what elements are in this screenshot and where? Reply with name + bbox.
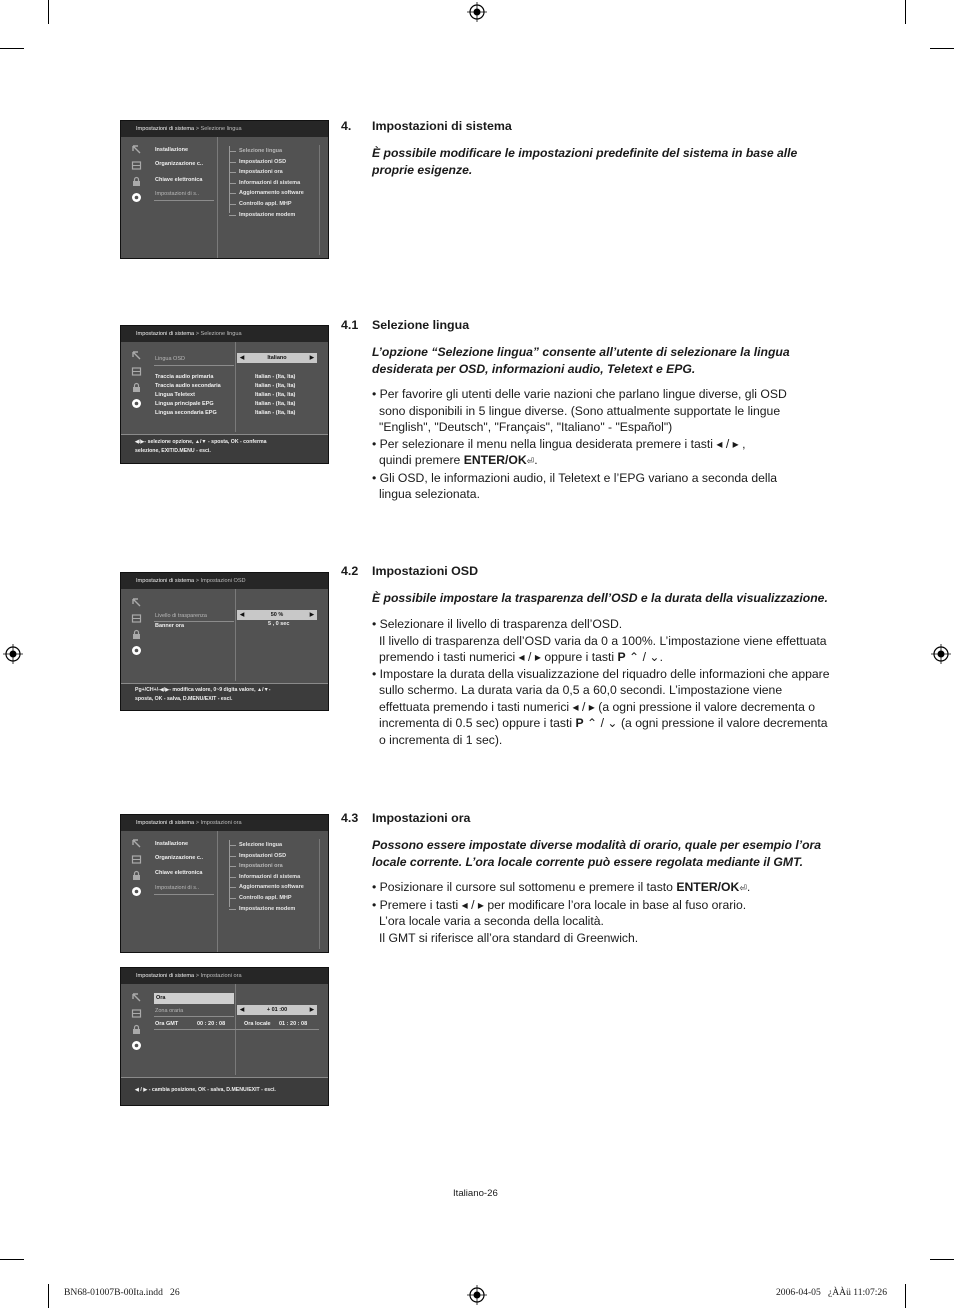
crop-mark (48, 1284, 49, 1308)
arrow-right-icon[interactable]: ▶ (309, 1007, 314, 1013)
zona-oraria-selector[interactable] (237, 1005, 317, 1015)
option-row-label[interactable]: Traccia audio primaria (155, 374, 214, 380)
channel-arrange-icon (131, 366, 142, 377)
gmt-value: 00 : 20 : 08 (197, 1021, 226, 1027)
crop-mark (0, 1259, 24, 1260)
bullet: • Per favorire gli utenti delle varie nazioni che parlano lingue diverse, gli OSD sono disponibili in 5 lingue diverse. (Sono attualmente supportate le lingue "English", "Deutsch", "Français", "Italiano" - "Español") (372, 387, 787, 434)
bullet: • Gli OSD, le informazioni audio, il Teletext e l’EPG variano a seconda della lingua selezionata. (372, 470, 778, 501)
osd-header-sep: > (194, 578, 201, 584)
option-row-value: Italian - (Ita, Ita) (255, 392, 296, 398)
gear-icon (131, 398, 142, 409)
arrow-left-icon[interactable]: ◀ (240, 355, 245, 361)
submenu-tree (225, 146, 304, 220)
option-banner-ora[interactable]: Banner ora (155, 623, 185, 629)
osd-screen-system-settings-ora (120, 814, 329, 953)
antenna-icon (131, 597, 142, 608)
text: • Posizionare il cursore sul sottomenu e premere il tasto (372, 880, 673, 894)
osd-icon-column (131, 350, 143, 414)
submenu-item[interactable]: Impostazione modem (225, 904, 304, 915)
column-divider (217, 137, 218, 258)
submenu-item[interactable]: Informazioni di sistema (225, 872, 304, 883)
section-4-intro: È possibile modificare le impostazioni predefinite del sistema in base alle proprie esigenze. (372, 146, 798, 177)
selection-underline (154, 894, 214, 895)
osd-screen-system-settings (120, 120, 329, 259)
option-row-label[interactable]: Lingua Teletext (155, 392, 195, 398)
section-41-number: 4.1 (341, 318, 359, 332)
bullet: • Posizionare il cursore sul sottomenu e premere il tasto ENTER/OK⏎. (372, 880, 751, 894)
right-margin-divider (319, 839, 320, 949)
option-zona-oraria[interactable]: Zona oraria (155, 1008, 184, 1014)
p-key-label: P (575, 716, 584, 730)
osd-icon-column (131, 144, 143, 208)
option-row-value: Italian - (Ita, Ita) (255, 374, 296, 380)
submenu-item[interactable]: Impostazione modem (225, 210, 304, 221)
channel-arrange-icon (131, 854, 142, 865)
slug-date: 2006-04-05 ¿ÀÀü 11:07:26 (776, 1287, 888, 1298)
submenu-item[interactable]: Controllo appl. MHP (225, 199, 304, 210)
channel-arrange-icon (131, 1008, 142, 1019)
bullet-continued: quindi premere ENTER/OK⏎. (379, 453, 538, 467)
osd-header-sep: > (194, 331, 201, 337)
option-row-value: Italian - (Ita, Ita) (255, 401, 296, 407)
p-key-label: P (617, 650, 626, 664)
osd-icon-column (131, 992, 143, 1056)
antenna-icon (131, 992, 142, 1003)
osd-header-main: Impostazioni di sistema (136, 331, 195, 337)
text: quindi premere (379, 453, 461, 467)
section-43-number: 4.3 (341, 811, 359, 825)
osd-header-sep: > (194, 973, 201, 979)
lock-icon (131, 629, 142, 640)
osd-header-main: Impostazioni di sistema (136, 126, 195, 132)
column-divider (235, 342, 236, 432)
section-41-title: Selezione lingua (372, 318, 470, 332)
section-43-bullets (372, 879, 832, 946)
bullet-continued: L’ora locale varia a seconda della località. (379, 914, 604, 928)
osd-header (121, 121, 328, 137)
bullet-continued (372, 633, 832, 666)
banner-ora-value: 5 , 0 sec (268, 621, 290, 627)
bullet-continued: Il GMT si riferisce all’ora standard di Greenwich. (379, 930, 639, 945)
antenna-icon (131, 838, 142, 849)
submenu-item[interactable]: Aggiornamento software (225, 188, 304, 199)
menu-item-impostazioni-sistema[interactable]: Impostazioni di s.. (155, 191, 200, 197)
osd-header-sep: > (194, 126, 201, 132)
antenna-icon (131, 144, 142, 155)
option-row-label[interactable]: Traccia audio secondaria (155, 383, 221, 389)
text: • Impostare la durata della visualizzazione del riquadro delle informazioni che appare sullo schermo. La durata varia da 0,5 a 60,0 secondi. L’impostazione viene effettuata premendo i tasti numerici ◂ / ▸ (a ogni pressione il valore decrementa o incrementa di 0.5 sec) oppure i tasti (372, 666, 830, 730)
option-lingua-osd[interactable]: Lingua OSD (155, 356, 185, 362)
submenu-item[interactable]: Impostazioni ora (225, 167, 304, 178)
osd-icon-column (131, 597, 143, 661)
crop-mark (930, 48, 954, 49)
selector-value: 50 % (270, 612, 284, 618)
osd-header-main: Impostazioni di sistema (136, 578, 195, 584)
submenu-item[interactable]: Controllo appl. MHP (225, 893, 304, 904)
selection-underline (154, 365, 234, 366)
lock-icon (131, 382, 142, 393)
help-line: ◀ / ▶ - cambia posizione, OK - salva, D.MENU/EXIT - esci. (135, 1087, 276, 1093)
menu-item-organizzazione[interactable]: Organizzazione c.. (155, 855, 203, 861)
gear-icon (131, 886, 142, 897)
help-line: Pg+/CH+/-◀/▶- modifica valore, 0~9 digita valore, ▲/▼- (135, 687, 271, 693)
crop-mark (930, 1259, 954, 1260)
column-divider (217, 831, 218, 952)
submenu-tree (225, 840, 304, 914)
enter-key-icon: ⏎ (739, 883, 747, 893)
lock-icon (131, 176, 142, 187)
osd-screen-time-settings (120, 967, 329, 1106)
crop-mark (905, 1284, 906, 1308)
osd-icon-column (131, 838, 143, 902)
submenu-item[interactable]: Impostazioni ora (225, 861, 304, 872)
osd-help-bar (121, 683, 328, 710)
registration-mark-icon (467, 1285, 487, 1305)
option-livello-trasparenza[interactable]: Livello di trasparenza (155, 613, 207, 619)
registration-mark-icon (3, 644, 23, 664)
arrow-left-icon[interactable]: ◀ (240, 1007, 245, 1013)
osd-header (121, 968, 328, 984)
submenu-item[interactable]: Impostazioni OSD (225, 157, 304, 168)
local-time-label: Ora locale (244, 1021, 271, 1027)
registration-mark-icon (931, 644, 951, 664)
osd-header-sub: Impostazioni ora (200, 973, 242, 979)
osd-help-bar (121, 434, 328, 463)
selection-underline (154, 1016, 234, 1017)
menu-item-impostazioni-sistema[interactable]: Impostazioni di s.. (155, 885, 200, 891)
arrow-left-icon[interactable]: ◀ (240, 612, 245, 618)
enter-key-label: ENTER/OK (676, 880, 740, 894)
osd-header-sub: Selezione lingua (200, 126, 242, 132)
lock-icon (131, 1024, 142, 1035)
help-line: selezione, EXIT/D.MENU - esci. (135, 448, 211, 454)
crop-mark (905, 0, 906, 24)
section-41-intro: L’opzione “Selezione lingua” consente all’utente di selezionare la lingua desiderata per OSD, informazioni audio, Teletext e EPG. (372, 345, 790, 376)
column-divider (235, 589, 236, 681)
section-43-title: Impostazioni ora (372, 811, 471, 825)
section-42-number: 4.2 (341, 564, 359, 578)
menu-item-chiave[interactable]: Chiave elettronica (155, 177, 203, 183)
channel-arrange-icon (131, 613, 142, 624)
osd-screen-osd-settings (120, 572, 329, 711)
page-number: Italiano-26 (453, 1188, 498, 1199)
option-row-label[interactable]: Lingua principale EPG (155, 401, 214, 407)
osd-header-main: Impostazioni di sistema (136, 820, 195, 826)
lock-icon (131, 870, 142, 881)
option-row-value: Italian - (Ita, Ita) (255, 383, 296, 389)
submenu-item[interactable]: Aggiornamento software (225, 882, 304, 893)
enter-key-icon: ⏎ (526, 456, 535, 466)
local-time-value: 01 : 20 : 08 (279, 1021, 308, 1027)
text: Il livello di trasparenza dell’OSD varia da 0 a 100%. L’impostazione viene effettuata premendo i tasti numerici ◂ / ▸ oppure i tasti (379, 633, 827, 664)
slug-file: BN68-01007B-00Ita.indd 26 (64, 1287, 180, 1298)
arrow-right-icon[interactable]: ▶ (309, 612, 314, 618)
bullet: • Premere i tasti ◂ / ▸ per modificare l’ora locale in base al fuso orario. (372, 897, 747, 912)
row-underline (154, 1029, 319, 1030)
gear-icon (131, 1040, 142, 1051)
antenna-icon (131, 350, 142, 361)
lingua-osd-selector[interactable] (237, 353, 317, 363)
submenu-item[interactable]: Informazioni di sistema (225, 178, 304, 189)
submenu-item[interactable]: Selezione lingua (225, 840, 304, 851)
registration-mark-icon (467, 2, 487, 22)
selector-value: Italiano (267, 355, 287, 361)
option-row-value: Italian - (Ita, Ita) (255, 410, 296, 416)
enter-key-label: ENTER/OK (463, 453, 527, 467)
help-line: ◀/▶- selezione opzione, ▲/▼ - sposta, OK - conferma (135, 439, 267, 445)
text: ⌃ / ⌄. (629, 650, 663, 664)
selection-underline (154, 200, 214, 201)
osd-header-sub: Impostazioni ora (200, 820, 242, 826)
transparency-selector[interactable] (237, 610, 317, 620)
arrow-right-icon[interactable]: ▶ (309, 355, 314, 361)
submenu-item[interactable]: Selezione lingua (225, 146, 304, 157)
submenu-item[interactable]: Impostazioni OSD (225, 851, 304, 862)
osd-header-main: Impostazioni di sistema (136, 973, 195, 979)
osd-header-sub: Impostazioni OSD (200, 578, 246, 584)
selection-underline (154, 621, 234, 622)
section-42-intro: È possibile impostare la trasparenza dell’OSD e la durata della visualizzazione. (372, 591, 828, 605)
option-row-label[interactable]: Lingua secondaria EPG (155, 410, 217, 416)
bullet (372, 666, 832, 749)
osd-help-bar (121, 1077, 328, 1105)
section-43-intro: Possono essere impostate diverse modalità di orario, quale per esempio l’ora locale corrente. L’ora locale corrente può essere regolata mediante il GMT. (372, 838, 822, 869)
ora-highlight[interactable] (154, 993, 234, 1004)
menu-item-chiave[interactable]: Chiave elettronica (155, 870, 203, 876)
option-ora[interactable]: Ora (156, 995, 166, 1001)
menu-item-installazione[interactable]: Installazione (155, 841, 189, 847)
gear-icon (131, 645, 142, 656)
crop-mark (0, 48, 24, 49)
gear-icon (131, 192, 142, 203)
osd-screen-language (120, 325, 329, 464)
section-42-title: Impostazioni OSD (372, 564, 479, 578)
section-4-title: Impostazioni di sistema (372, 119, 512, 133)
osd-header-sub: Selezione lingua (200, 331, 242, 337)
help-line: sposta, OK - salva, D.MENU/EXIT - esci. (135, 696, 233, 702)
gmt-label: Ora GMT (155, 1021, 179, 1027)
osd-header (121, 326, 328, 342)
text: ⌃ / ⌄ (a ogni pressione il valore decrementa o incrementa di 1 sec). (379, 716, 828, 747)
section-42-bullets (372, 616, 832, 748)
selector-value: + 01 :00 (266, 1007, 288, 1013)
bullet: • Selezionare il livello di trasparenza dell’OSD. (372, 617, 623, 631)
crop-mark (48, 0, 49, 24)
bullet: • Per selezionare il menu nella lingua desiderata premere i tasti ◂ / ▸ , (372, 436, 746, 451)
channel-arrange-icon (131, 160, 142, 171)
right-margin-divider (319, 145, 320, 255)
section-4-number: 4. (341, 119, 352, 133)
section-41-bullets (372, 386, 792, 503)
osd-header (121, 573, 328, 589)
osd-header (121, 815, 328, 831)
menu-item-installazione[interactable]: Installazione (155, 147, 189, 153)
menu-item-organizzazione[interactable]: Organizzazione c.. (155, 161, 203, 167)
osd-header-sep: > (194, 820, 201, 826)
